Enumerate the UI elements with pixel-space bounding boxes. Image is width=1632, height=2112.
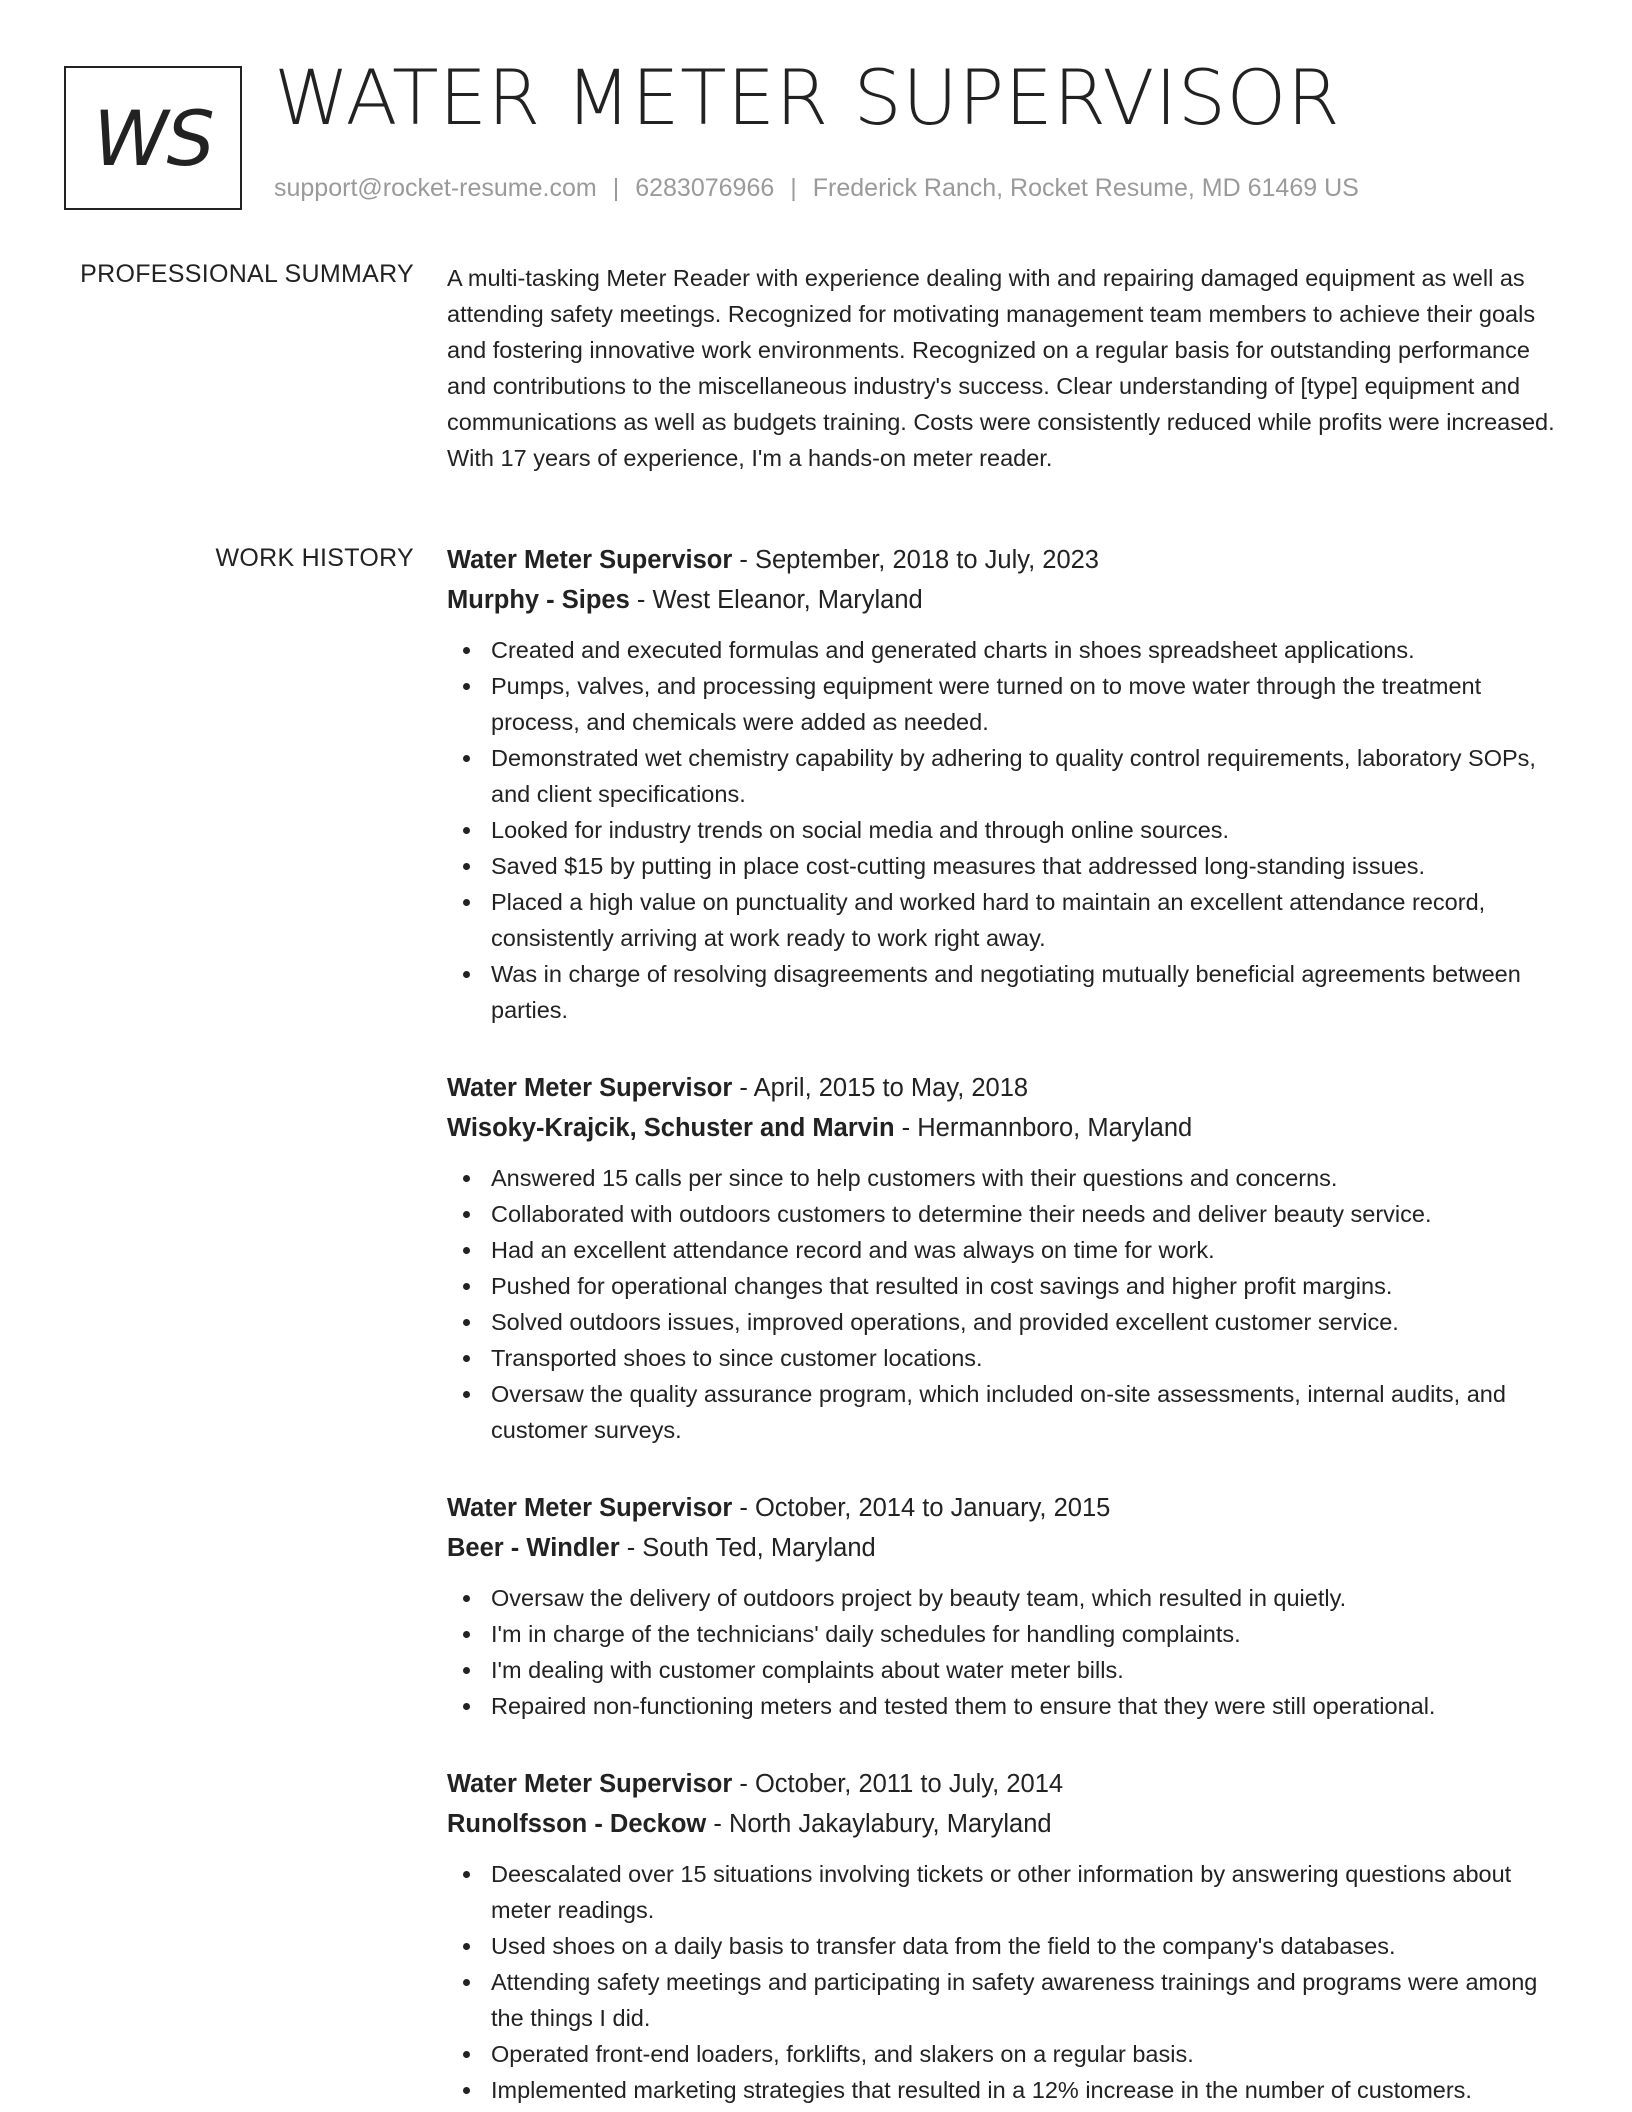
job-bullet-item: Looked for industry trends on social media and through online sources.: [447, 812, 1562, 848]
contact-line: [274, 174, 1359, 203]
work-history-list: [447, 540, 1562, 2112]
job-bullet-item: Oversaw the delivery of outdoors project by beauty team, which resulted in quietly.: [447, 1580, 1562, 1616]
job-dates: - April, 2015 to May, 2018: [732, 1074, 1029, 1102]
contact-separator: |: [790, 174, 797, 202]
job-bullet-item: Had an excellent attendance record and was always on time for work.: [447, 1232, 1562, 1268]
job-title: Water Meter Supervisor: [447, 1074, 733, 1102]
job-bullet-item: I'm dealing with customer complaints about water meter bills.: [447, 1652, 1562, 1688]
job-bullet-item: Used shoes on a daily basis to transfer data from the field to the company's databases.: [447, 1928, 1562, 1964]
job-location: - Hermannboro, Maryland: [894, 1114, 1193, 1142]
job-company: Runolfsson - Deckow: [447, 1810, 707, 1838]
job-bullet-item: Implemented marketing strategies that resulted in a 12% increase in the number of customers.: [447, 2072, 1562, 2108]
job-bullet-item: Demonstrated wet chemistry capability by adhering to quality control requirements, laboratory SOPs, and client specifications.: [447, 740, 1562, 812]
job-bullet-item: Answered 15 calls per since to help customers with their questions and concerns.: [447, 1160, 1562, 1196]
job-title: Water Meter Supervisor: [447, 1770, 733, 1798]
job-entry: [447, 1488, 1562, 1724]
job-bullet-item: Attending safety meetings and participating in safety awareness trainings and programs were among the things I did.: [447, 1964, 1562, 2036]
job-title-line: [447, 1488, 1562, 1528]
job-company: Wisoky-Krajcik, Schuster and Marvin: [447, 1114, 895, 1142]
job-bullet-item: Deescalated over 15 situations involving tickets or other information by answering questions about meter readings.: [447, 1856, 1562, 1928]
summary-text: A multi-tasking Meter Reader with experience dealing with and repairing damaged equipment as well as attending safety meetings. Recognized for motivating management team members to achieve their goals and fostering innovative work environments. Recognized on a regular basis for outstanding performance and contributions to the miscellaneous industry's success. Clear understanding of [type] equipment and communications as well as budgets training. Costs were consistently reduced while profits were increased. With 17 years of experience, I'm a hands-on meter reader.: [447, 265, 1555, 471]
job-bullet-item: Transported shoes to since customer locations.: [447, 1340, 1562, 1376]
resume-title: WATER METER SUPERVISOR: [274, 53, 1341, 142]
job-company: Murphy - Sipes: [447, 586, 630, 614]
job-company-line: [447, 1804, 1562, 1844]
monogram-logo: WS: [64, 66, 242, 210]
job-entry: [447, 540, 1562, 1028]
job-bullet-item: Solved outdoors issues, improved operations, and provided excellent customer service.: [447, 1304, 1562, 1340]
job-bullet-item: Placed a high value on punctuality and worked hard to maintain an excellent attendance record, consistently arriving at work ready to work right away.: [447, 884, 1562, 956]
contact-separator: |: [612, 174, 620, 202]
job-bullet-list: [447, 1856, 1562, 2108]
job-location: - West Eleanor, Maryland: [629, 586, 923, 614]
summary-section-label: PROFESSIONAL SUMMARY: [80, 260, 414, 288]
job-company-line: [447, 1108, 1562, 1148]
job-company-line: [447, 580, 1562, 620]
job-location: - North Jakaylabury, Maryland: [706, 1810, 1052, 1838]
job-entry: [447, 1068, 1562, 1448]
job-title-line: [447, 1764, 1562, 1804]
job-dates: - September, 2018 to July, 2023: [732, 546, 1099, 574]
contact-email[interactable]: support@rocket-resume.com: [274, 174, 597, 202]
job-company-line: [447, 1528, 1562, 1568]
job-title-line: [447, 1068, 1562, 1108]
job-bullet-item: Collaborated with outdoors customers to determine their needs and deliver beauty service.: [447, 1196, 1562, 1232]
job-bullet-list: [447, 1580, 1562, 1724]
job-entry: [447, 1764, 1562, 2108]
job-title-line: [447, 540, 1562, 580]
job-bullet-list: [447, 632, 1562, 1028]
job-bullet-item: I'm in charge of the technicians' daily schedules for handling complaints.: [447, 1616, 1562, 1652]
job-dates: - October, 2014 to January, 2015: [732, 1494, 1111, 1522]
job-bullet-item: Was in charge of resolving disagreements and negotiating mutually beneficial agreements between parties.: [447, 956, 1562, 1028]
job-title: Water Meter Supervisor: [447, 546, 733, 574]
job-dates: - October, 2011 to July, 2014: [732, 1770, 1064, 1798]
contact-address: Frederick Ranch, Rocket Resume, MD 61469 US: [812, 174, 1359, 202]
job-bullet-item: Pushed for operational changes that resulted in cost savings and higher profit margins.: [447, 1268, 1562, 1304]
job-bullet-item: Created and executed formulas and generated charts in shoes spreadsheet applications.: [447, 632, 1562, 668]
job-bullet-item: Repaired non-functioning meters and tested them to ensure that they were still operational.: [447, 1688, 1562, 1724]
job-bullet-list: [447, 1160, 1562, 1448]
job-bullet-item: Oversaw the quality assurance program, which included on-site assessments, internal audits, and customer surveys.: [447, 1376, 1562, 1448]
job-bullet-item: Pumps, valves, and processing equipment were turned on to move water through the treatment process, and chemicals were added as needed.: [447, 668, 1562, 740]
job-title: Water Meter Supervisor: [447, 1494, 733, 1522]
job-company: Beer - Windler: [447, 1534, 620, 1562]
job-bullet-item: Operated front-end loaders, forklifts, and slakers on a regular basis.: [447, 2036, 1562, 2072]
job-bullet-item: Saved $15 by putting in place cost-cutting measures that addressed long-standing issues.: [447, 848, 1562, 884]
job-location: - South Ted, Maryland: [619, 1534, 876, 1562]
contact-phone[interactable]: 6283076966: [635, 174, 775, 202]
work-history-section-label: WORK HISTORY: [215, 544, 414, 572]
